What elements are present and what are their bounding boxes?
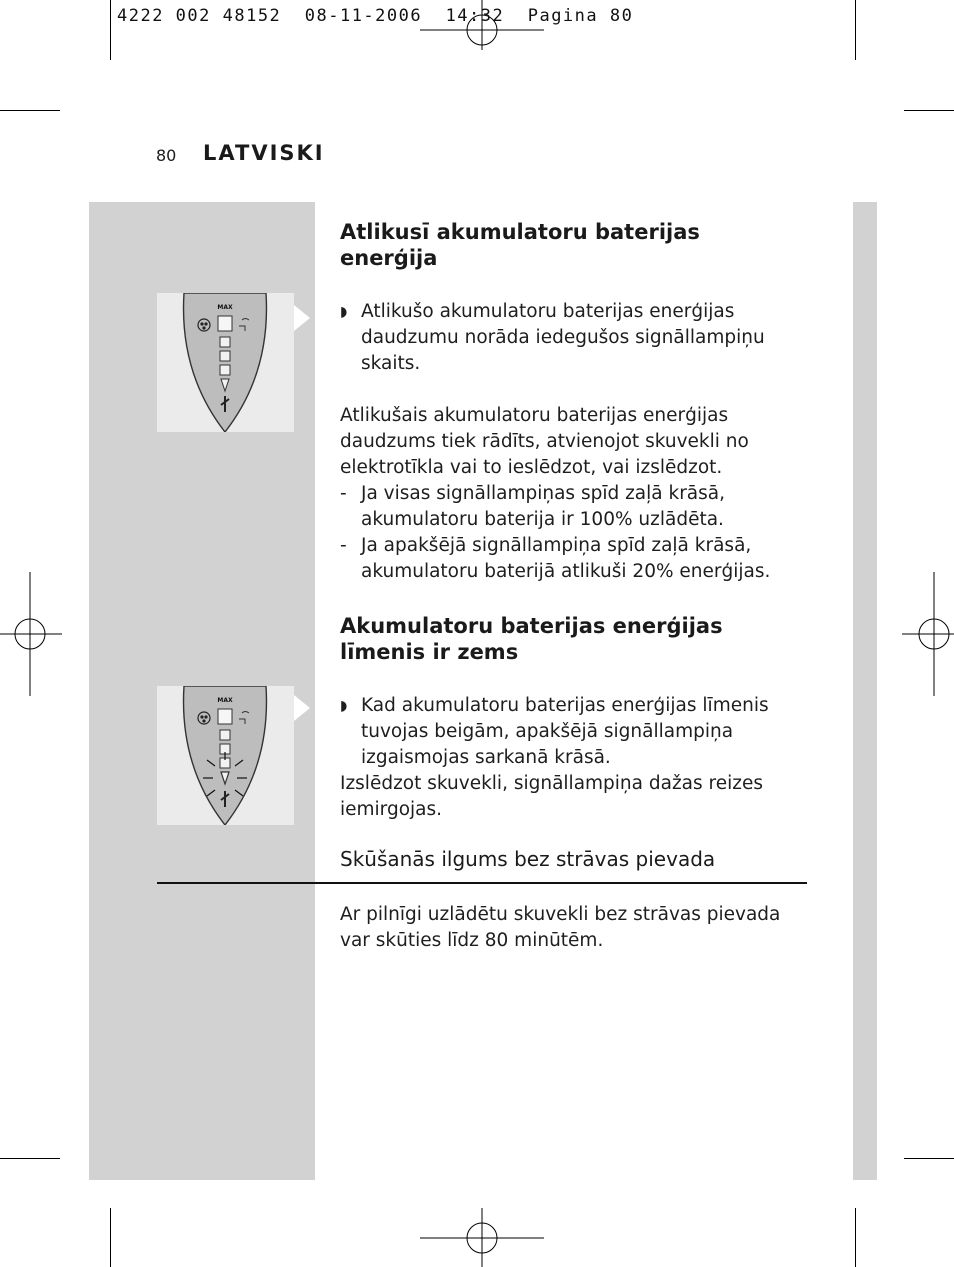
crop-mark — [904, 1158, 954, 1159]
dash-text: Ja visas signāllampiņas spīd zaļā krāsā, akumulatoru baterija ir 100% uzlādēta. — [361, 483, 726, 530]
dash-item — [340, 533, 810, 585]
shaver-display-icon — [157, 686, 294, 825]
dash-item — [340, 481, 810, 533]
registration-mark-icon — [0, 572, 62, 696]
crop-mark — [0, 1158, 60, 1159]
section-title-remaining-energy: Atlikusī akumulatoru baterijas enerģija — [340, 220, 700, 270]
shaver-display-icon — [157, 293, 294, 432]
registration-mark-icon — [420, 1208, 544, 1267]
bullet-item — [340, 693, 810, 771]
print-header: 4222 002 48152 08-11-2006 14:32 Pagina 80 — [117, 6, 634, 26]
section-title-low-energy: Akumulatoru baterijas enerģijas līmenis ir zems — [340, 614, 723, 664]
bullet-text: Atlikušo akumulatoru baterijas enerģijas daudzumu norāda iedegušos signāllampiņu skaits. — [361, 301, 765, 374]
crop-mark — [0, 110, 60, 111]
dash-marker: - — [340, 535, 347, 556]
low-battery-illustration — [157, 686, 294, 825]
paragraph: Izslēdzot skuvekli, signāllampiņa dažas reizes iemirgojas. — [340, 773, 763, 820]
battery-indicator-illustration — [157, 293, 294, 432]
bullet-item — [340, 299, 810, 377]
paragraph: Atlikušais akumulatoru baterijas enerģijas daudzums tiek rādīts, atvienojot skuvekli no elektrotīkla vai to ieslēdzot, vai izslēdzot. — [340, 405, 749, 478]
crop-mark — [855, 0, 856, 60]
dash-text: Ja apakšējā signāllampiņa spīd zaļā krāsā, akumulatoru baterijā atlikuši 20% enerģijas. — [361, 535, 771, 582]
dash-marker: - — [340, 483, 347, 504]
language-heading: LATVISKI — [203, 141, 325, 165]
crop-mark — [855, 1208, 856, 1267]
max-label: MAX — [217, 697, 233, 704]
bullet-icon: ◗ — [340, 698, 348, 714]
section1-content — [340, 299, 810, 585]
page-number: 80 — [156, 146, 177, 165]
registration-mark-icon — [902, 572, 954, 696]
crop-mark — [110, 0, 111, 60]
bullet-text: Kad akumulatoru baterijas enerģijas līmenis tuvojas beigām, apakšējā signāllampiņa izgaismojas sarkanā krāsā. — [361, 695, 769, 768]
crop-mark — [904, 110, 954, 111]
pointer-arrow-icon — [294, 305, 314, 331]
bullet-icon: ◗ — [340, 304, 348, 320]
pointer-arrow-icon — [294, 695, 314, 721]
crop-mark — [110, 1208, 111, 1267]
max-label: MAX — [217, 304, 233, 311]
section-rule — [157, 882, 807, 884]
section2-content — [340, 693, 810, 823]
section3-paragraph: Ar pilnīgi uzlādētu skuvekli bez strāvas pievada var skūties līdz 80 minūtēm. — [340, 904, 781, 951]
section-title-cordless-time: Skūšanās ilgums bez strāvas pievada — [340, 847, 716, 871]
right-margin-band — [853, 202, 877, 1180]
